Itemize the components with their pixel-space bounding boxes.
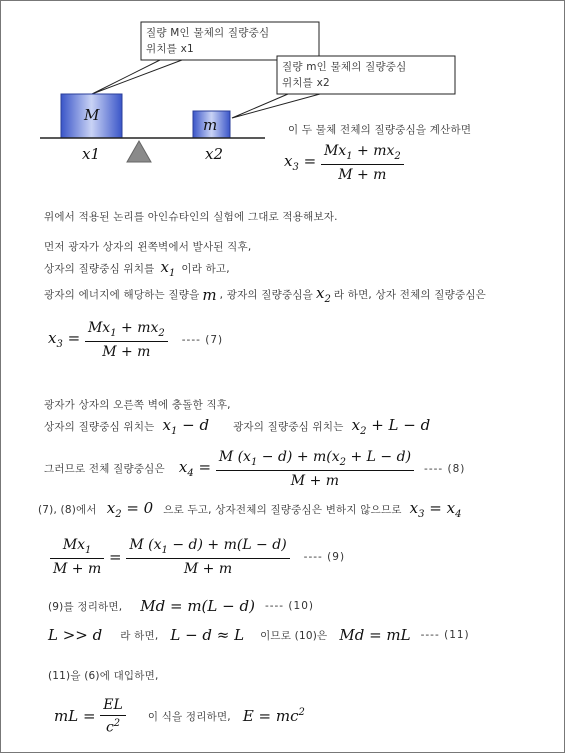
eq-9: $\frac{Mx_1}{M + m}$ = $\frac{M (x_1 - d) + m(L - d)}{M + m}$ ---- (9) (50, 537, 345, 577)
fulcrum-triangle (127, 141, 151, 162)
eq-8: 그러므로 전체 질량중심은 $x_4$ = $\frac{M (x_1 - d) + m(x_2 + L - d)}{M + m}$ ---- (8) (44, 449, 466, 489)
para-8: (7), (8)에서 $x_2 = 0$ 으로 두고, 상자전체의 질량중심은 변하지 않으므로 $x_3 = x_4$ (38, 499, 462, 520)
para-4c: 라 하면, 상자 전체의 질량중심은 (333, 289, 487, 301)
label-m: m (203, 116, 218, 134)
para-9: (9)를 정리하면, Md = m(L − d) ---- (10) (48, 597, 314, 615)
para-9-text: (9)를 정리하면, (48, 600, 123, 613)
para-4a: 광자의 에너지에 해당하는 질량을 (44, 289, 200, 301)
para-1: 위에서 적용된 논리를 아인슈타인의 실험에 그대로 적용해보자. (44, 211, 338, 223)
para-8b: 으로 두고, 상자전체의 질량중심은 변하지 않으므로 (163, 504, 402, 516)
label-x2: x2 (205, 145, 224, 163)
para-10a: 라 하면, (120, 629, 159, 642)
para-4b: , 광자의 질량중심을 (219, 289, 314, 301)
para-2: 먼저 광자가 상자의 왼쪽벽에서 발사된 직후, (44, 241, 252, 253)
para-8a: (7), (8)에서 (38, 504, 97, 516)
eq-ref-10: ---- (10) (264, 600, 314, 612)
label-M: M (84, 106, 100, 124)
callout-big-pointer (92, 60, 182, 94)
para-4: 광자의 에너지에 해당하는 질량을 m , 광자의 질량중심을 $x_2$ 라 하면, 상자 전체의 질량중심은 (44, 284, 487, 305)
para-12: 이 식을 정리하면, (147, 710, 231, 723)
eq-center-of-mass: $x_3$ = $\frac{Mx_1 + mx_2}{M + m}$ (284, 143, 404, 183)
eq-7: $x_3$ = $\frac{Mx_1 + mx_2}{M + m}$ ---- (7) (48, 320, 224, 360)
callout-small-line2: 위치를 x2 (282, 77, 330, 89)
label-x1: x1 (82, 145, 101, 163)
eq-final: mL = $\frac{EL}{c^2}$ 이 식을 정리하면, $E = mc^2$ (54, 697, 305, 736)
intro-text: 이 두 물체 전체의 질량중심을 계산하면 (288, 124, 472, 136)
eq-ref-7: ---- (7) (181, 333, 224, 346)
eq-ref-8: ---- (8) (424, 462, 466, 475)
callout-small-pointer (232, 94, 320, 118)
para-10: L >> d 라 하면, L − d ≈ L 이므로 (10)은 Md = mL ---- (11) (48, 626, 470, 644)
para-3b: 이라 하고, (181, 263, 230, 275)
para-6b: 광자의 질량중심 위치는 (233, 421, 344, 433)
eq-ref-11: ---- (11) (420, 629, 470, 641)
para-5: 광자가 상자의 오른쪽 벽에 충돌한 직후, (44, 399, 231, 411)
para-10b: 이므로 (10)은 (260, 629, 328, 642)
para-6a: 상자의 질량중심 위치는 (44, 421, 155, 433)
callout-small-line1: 질량 m인 물체의 질량중심 (282, 61, 407, 73)
callout-big-line1: 질량 M인 물체의 질량중심 (146, 27, 270, 39)
para-6: 상자의 질량중심 위치는 $x_1 - d$ 광자의 질량중심 위치는 $x_2 + L - d$ (44, 416, 431, 437)
eq-ref-9: ---- (9) (303, 550, 346, 563)
para-7: 그러므로 전체 질량중심은 (44, 463, 165, 476)
para-3: 상자의 질량중심 위치를 $x_1$ 이라 하고, (44, 258, 230, 279)
para-11: (11)을 (6)에 대입하면, (48, 670, 159, 682)
para-3a: 상자의 질량중심 위치를 (44, 263, 155, 275)
callout-big-line2: 위치를 x1 (146, 43, 194, 55)
